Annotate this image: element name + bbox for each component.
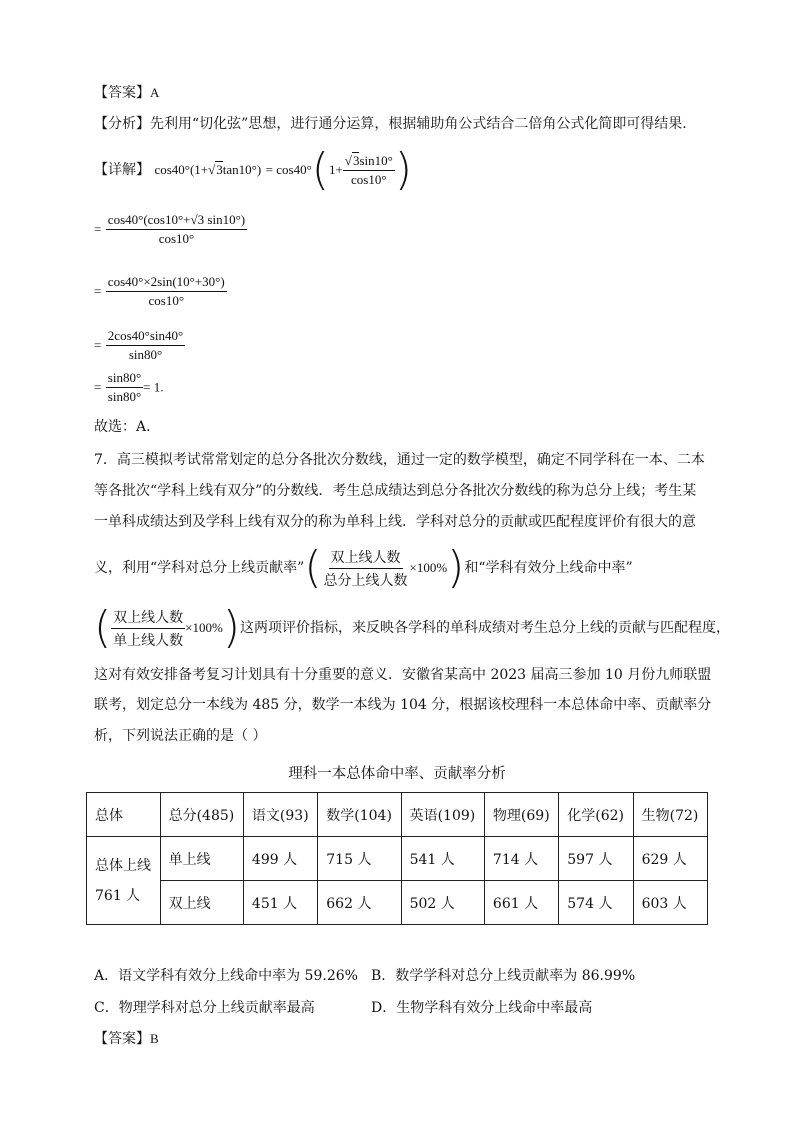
table-cell: 629 人 [633,837,707,881]
detail-step-3: = $\frac{\cos 40^\circ\times 2\sin(10^\circ+30^\circ)}{\cos 10^\circ}$ [94,274,225,308]
detail-step3-frac: $\frac{\cos 40^\circ\times 2\sin(10^\circ+30^\circ)}{\cos 10^\circ}$ [107,274,225,308]
table-group-label: 总体上线 761 人 [87,837,161,925]
detail-label: 【详解】 [94,162,150,178]
table-header-cell: 生物(72) [633,793,707,837]
table-header-cell: 物理(69) [484,793,558,837]
q7-line4-pre: 义，利用“学科对总分上线贡献率” [94,560,305,576]
detail-step-5: = $\frac{\sin 80^\circ}{\sin 80^\circ}$ = 1. [94,370,164,404]
analysis-line [94,113,687,133]
table-cell: 502 人 [401,881,484,925]
table-cell: 451 人 [243,881,317,925]
table-cell: 714 人 [484,837,558,881]
table-row [87,881,708,925]
q7-line-6: 这对有效安排备考复习计划具有十分重要的意义．安徽省某高中 2023 届高三参加 10 月份九师联盟 [94,667,712,683]
detail-step1-sqrt: 3 [216,162,223,177]
table-header-cell: 总分(485) [160,793,243,837]
table-cell: 499 人 [243,837,317,881]
table-cell: 715 人 [318,837,401,881]
detail-step4-frac: $\frac{2\cos 40^\circ\sin 40^\circ}{\sin 80^\circ}$ [107,328,184,362]
answer-value: B [150,1031,159,1046]
table-cell: 662 人 [318,881,401,925]
detail-step1-eq: = cos40° [265,162,312,177]
answer-line-top [94,82,159,102]
detail-step1-tan: tan10°) [222,162,262,177]
table-header-cell: 数学(104) [318,793,401,837]
q7-line-5: ( $\frac{\text{双上线人数}}{\text{单上线人数}}$ ×100%)这两项评价指标，来反映各学科的单科成绩对考生总分上线的贡献与匹配程度， [94,602,731,653]
detail-step2-frac: $\frac{\cos 40^\circ(\cos 10^\circ+√3 \sin 10^\circ)}{\cos 10^\circ}$ [107,212,246,246]
detail-step1-frac: $\frac{√3\sin 10^\circ}{\cos 10^\circ}$ [344,152,393,187]
option-a: A．语文学科有效分上线命中率为 59.26% [94,968,358,984]
answer-value: A [150,85,160,100]
answer-label: 【答案】 [94,85,150,101]
detail-step-4: = $\frac{2\cos 40^\circ\sin 40^\circ}{\sin 80^\circ}$ [94,328,184,362]
option-c: C．物理学科对总分上线贡献率最高 [94,1000,315,1016]
answer-line-bottom [94,1028,159,1048]
option-d: D．生物学科有效分上线命中率最高 [371,1000,593,1016]
table-cell: 597 人 [559,837,633,881]
q7-line-8: 析，下列说法正确的是（ ） [94,728,267,744]
table-cell: 541 人 [401,837,484,881]
q7-line-3: 一单科成绩达到及学科上线有双分的称为单科上线．学科对总分的贡献或匹配程度评价有很大的意 [94,514,696,530]
table-header-cell: 语文(93) [243,793,317,837]
table-cell: 603 人 [633,881,707,925]
hit-rate-fraction: $\frac{\text{双上线人数}}{\text{单上线人数}}$ [111,607,185,650]
q7-line4-mid: 和“学科有效分上线命中率” [464,560,633,576]
table-caption: 理科一本总体命中率、贡献率分析 [288,766,506,782]
table-row [87,837,708,881]
q7-line-1: 7．高三模拟考试常常划定的总分各批次分数线，通过一定的数学模型，确定不同学科在一本、二本 [94,452,705,468]
q7-line-4: 义，利用“学科对总分上线贡献率”( $\frac{\text{双上线人数}}{\text{总分上线人数}}$ ×100%)和“学科有效分上线命中率” [94,542,633,593]
table-header-cell: 总体 [87,793,161,837]
table-cell: 661 人 [484,881,558,925]
option-b: B．数学学科对总分上线贡献率为 86.99% [371,968,636,984]
q7-line-7: 联考，划定总分一本线为 485 分，数学一本线为 104 分，根据该校理科一本总体命中率、贡献率分 [94,697,712,713]
detail-step-2: = $\frac{\cos 40^\circ(\cos 10^\circ+√3 \sin 10^\circ)}{\cos 10^\circ}$ [94,212,246,246]
analysis-label: 【分析】 [94,116,150,132]
analysis-text: 先利用“切化弦”思想，进行通分运算，根据辅助角公式结合二倍角公式化简即可得结果. [150,116,687,132]
table-cell: 574 人 [559,881,633,925]
answer-label: 【答案】 [94,1031,150,1047]
detail-step5-frac: $\frac{\sin 80^\circ}{\sin 80^\circ}$ [107,370,142,404]
table-header-cell: 化学(62) [559,793,633,837]
table-header-row [87,793,708,837]
detail-step-1: 【详解】 cos40°(1+√3tan10°) = cos40°(1+ $\frac{√3\sin 10^\circ}{\cos 10^\circ}$ ) [94,144,412,195]
table-header-cell: 英语(109) [401,793,484,837]
table-row-label: 单上线 [160,837,243,881]
analysis-table [86,792,708,925]
conclusion-line: 故选：A. [94,419,151,435]
detail-step1-lhs: cos40°(1+ [154,162,209,177]
q7-line5-post: 这两项评价指标，来反映各学科的单科成绩对考生总分上线的贡献与匹配程度， [240,620,731,636]
q7-line-2: 等各批次“学科上线有双分”的分数线．考生总成绩达到总分各批次分数线的称为总分上线；考生某 [94,483,697,499]
detail-step5-tail: = 1. [143,379,164,395]
contribution-rate-fraction: $\frac{\text{双上线人数}}{\text{总分上线人数}}$ [322,547,410,590]
table-row-label: 双上线 [160,881,243,925]
